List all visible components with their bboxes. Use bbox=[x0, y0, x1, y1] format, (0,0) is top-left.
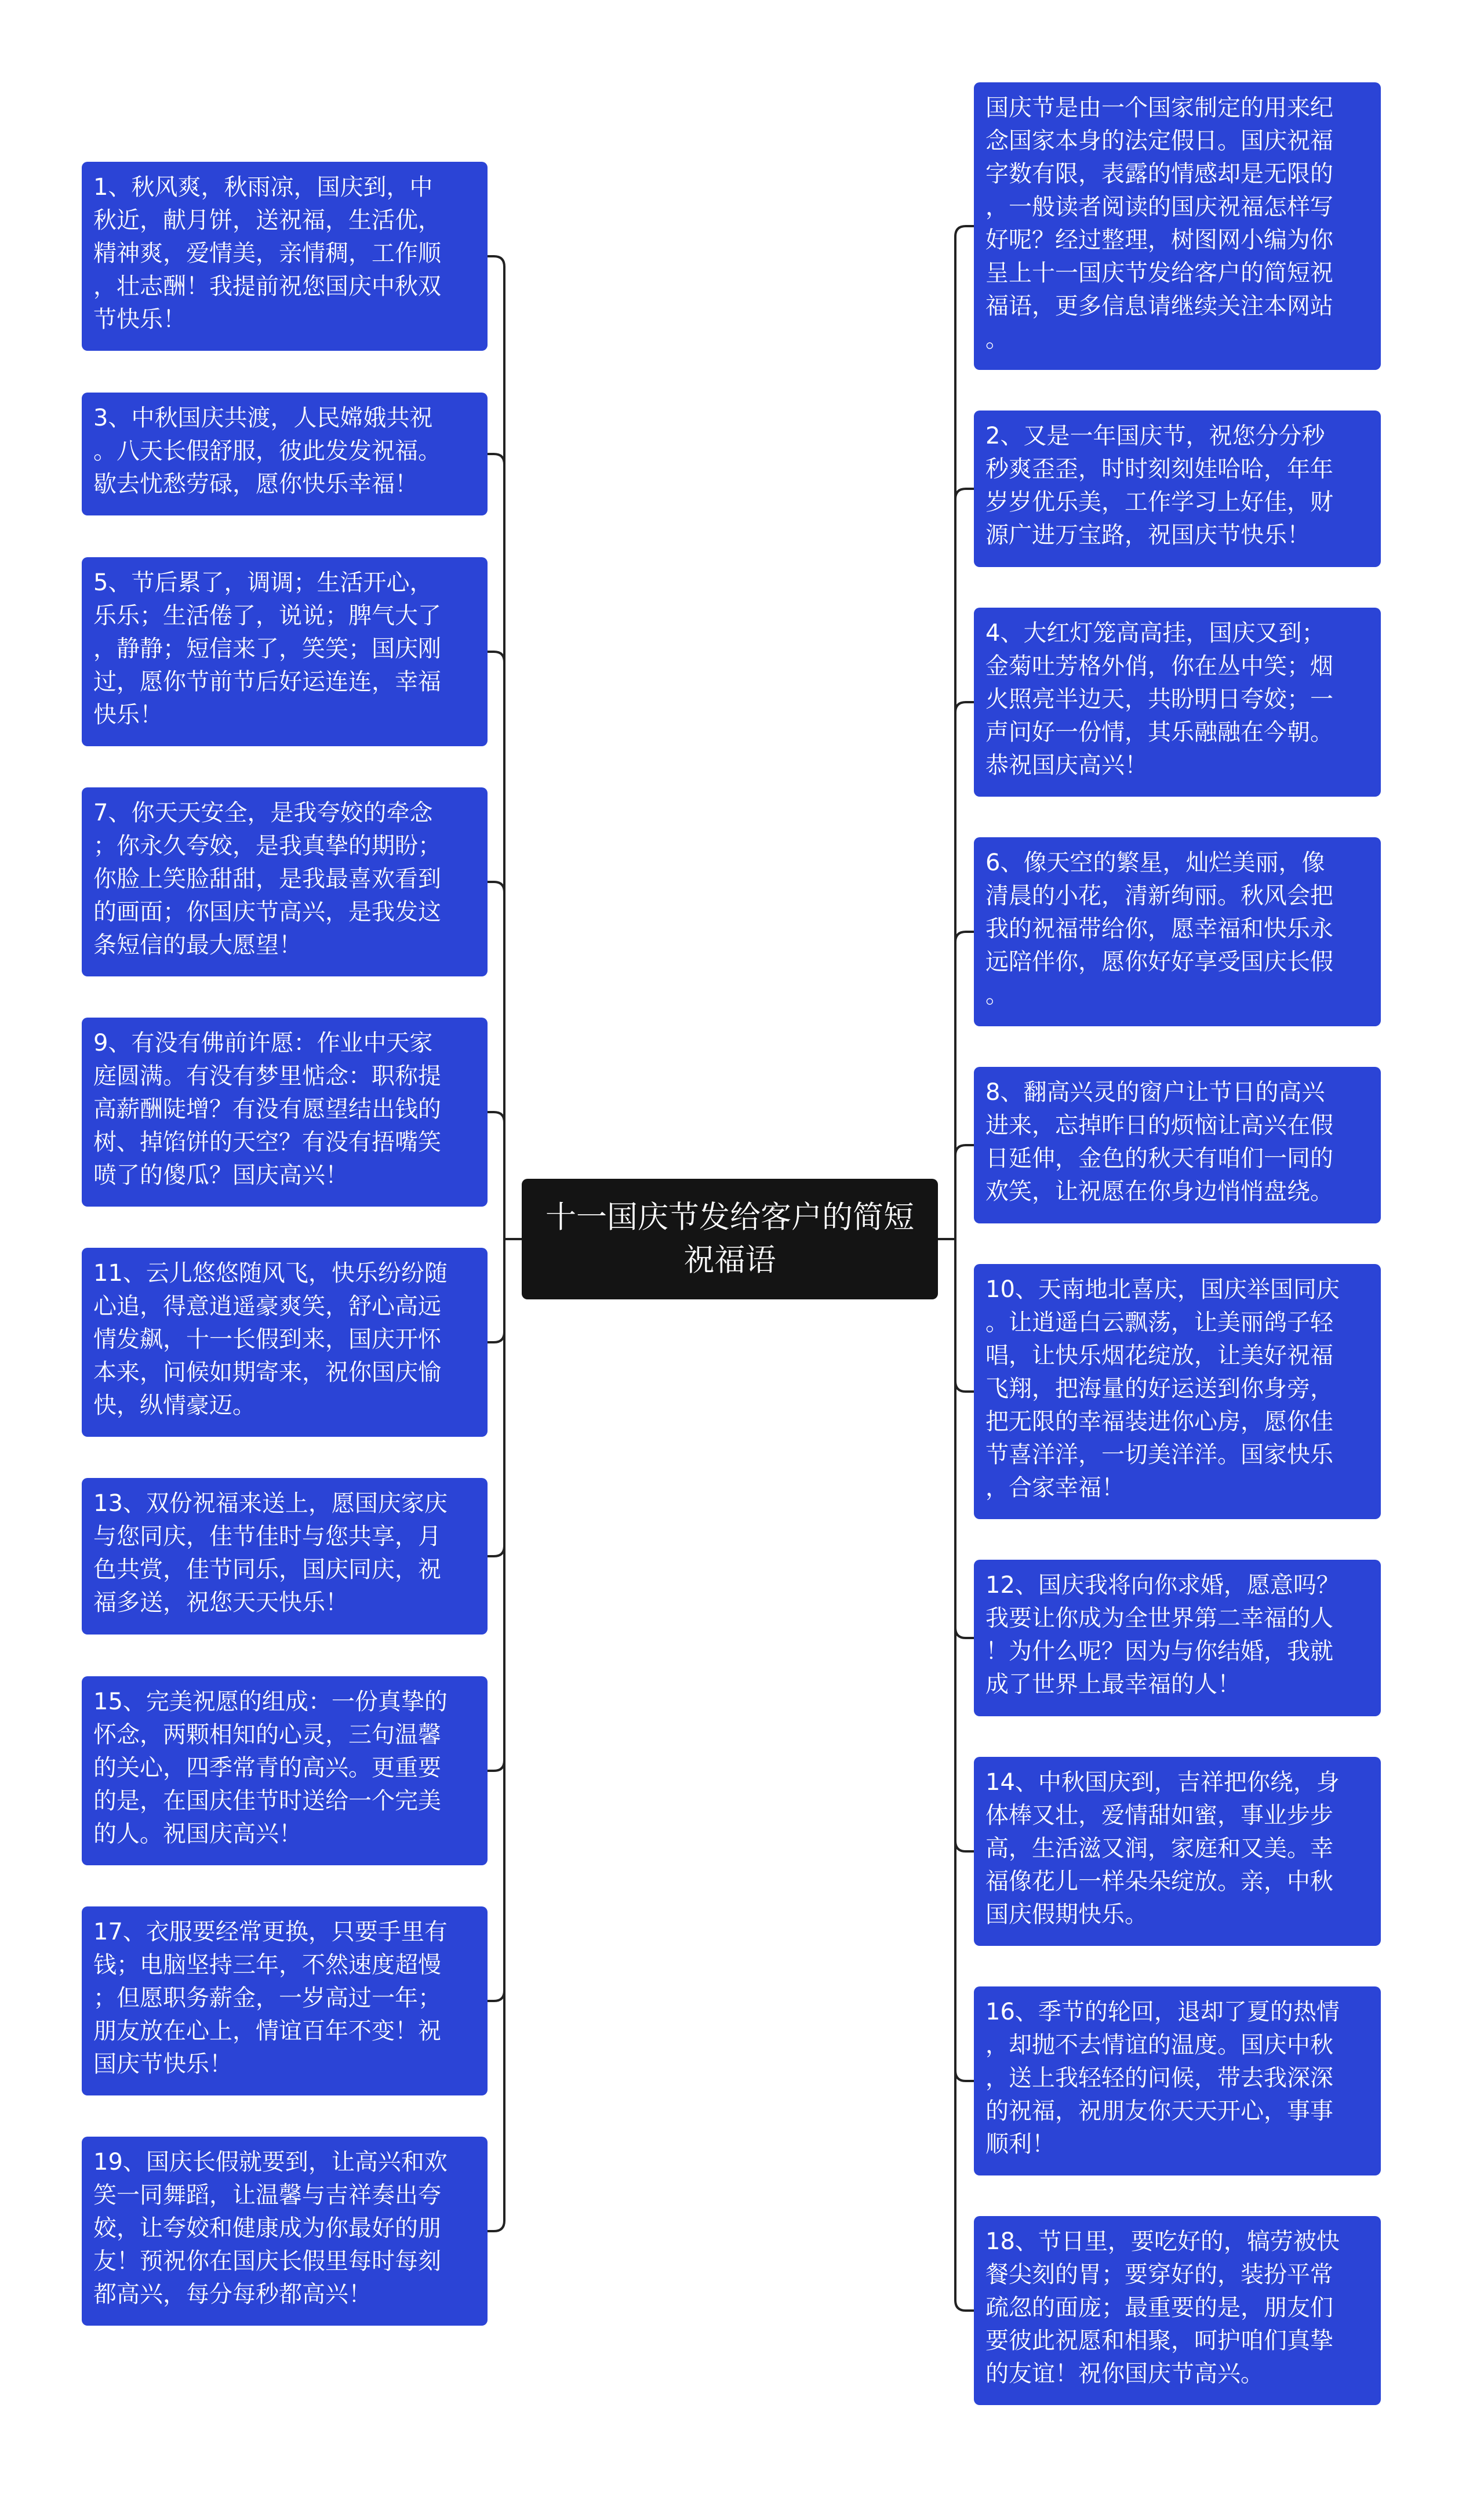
root-topic[interactable]: 十一国庆节发给客户的简短祝福语 bbox=[522, 1179, 938, 1299]
connector-left-node-13 bbox=[488, 1239, 504, 1556]
connector-left-node-1 bbox=[488, 256, 504, 1239]
connector-right-node-10 bbox=[955, 1239, 974, 1392]
connector-right-node-6 bbox=[955, 932, 974, 1239]
connector-left-node-17 bbox=[488, 1239, 504, 2001]
left-node-9[interactable]: 9、有没有佛前许愿：作业中天家 庭圆满。有没有梦里惦念：职称提 高薪酬陡增？有没有愿望结出钱的 树、掉馅饼的天空？有没有捂嘴笑 喷了的傻瓜？国庆高兴！ bbox=[82, 1018, 488, 1207]
connector-right-node-18 bbox=[955, 1239, 974, 2311]
connector-right-node-4 bbox=[955, 702, 974, 1239]
left-node-17[interactable]: 17、衣服要经常更换，只要手里有 钱；电脑坚持三年，不然速度超慢 ；但愿职务薪金，一岁高过一年； 朋友放在心上，情谊百年不变！祝 国庆节快乐！ bbox=[82, 1906, 488, 2095]
connector-left-node-3 bbox=[488, 454, 504, 1239]
connector-right-node-12 bbox=[955, 1239, 974, 1638]
right-node-14[interactable]: 14、中秋国庆到，吉祥把你绕，身 体棒又壮，爱情甜如蜜，事业步步 高，生活滋又润，家庭和又美。幸 福像花儿一样朵朵绽放。亲，中秋 国庆假期快乐。 bbox=[974, 1757, 1381, 1946]
left-node-5[interactable]: 5、节后累了，调调；生活开心， 乐乐；生活倦了，说说；脾气大了 ，静静；短信来了，笑笑；国庆刚 过，愿你节前节后好运连连，幸福 快乐！ bbox=[82, 557, 488, 746]
left-node-11[interactable]: 11、云儿悠悠随风飞，快乐纷纷随 心追，得意逍遥豪爽笑，舒心高远 情发飙，十一长假到来，国庆开怀 本来，问候如期寄来，祝你国庆愉 快，纵情豪迈。 bbox=[82, 1248, 488, 1437]
right-node-6[interactable]: 6、像天空的繁星，灿烂美丽，像 清晨的小花，清新绚丽。秋风会把 我的祝福带给你，愿幸福和快乐永 远陪伴你，愿你好好享受国庆长假 。 bbox=[974, 837, 1381, 1026]
connector-right-node-8 bbox=[955, 1145, 974, 1239]
connector-left-node-15 bbox=[488, 1239, 504, 1771]
connector-left-node-7 bbox=[488, 882, 504, 1239]
connector-left-node-19 bbox=[488, 1239, 504, 2231]
left-node-13[interactable]: 13、双份祝福来送上，愿国庆家庆 与您同庆，佳节佳时与您共享，月 色共赏，佳节同乐，国庆同庆，祝 福多送，祝您天天快乐！ bbox=[82, 1478, 488, 1635]
connector-left-node-11 bbox=[488, 1239, 504, 1342]
left-node-15[interactable]: 15、完美祝愿的组成：一份真挚的 怀念，两颗相知的心灵，三句温馨 的关心，四季常青的高兴。更重要 的是，在国庆佳节时送给一个完美 的人。祝国庆高兴！ bbox=[82, 1676, 488, 1865]
right-node-2[interactable]: 2、又是一年国庆节，祝您分分秒 秒爽歪歪，时时刻刻娃哈哈，年年 岁岁优乐美，工作学习上好佳，财 源广进万宝路，祝国庆节快乐！ bbox=[974, 411, 1381, 567]
connector-right-node-14 bbox=[955, 1239, 974, 1851]
left-node-19[interactable]: 19、国庆长假就要到，让高兴和欢 笑一同舞蹈，让温馨与吉祥奏出夸 姣，让夸姣和健康成为你最好的朋 友！预祝你在国庆长假里每时每刻 都高兴，每分每秒都高兴！ bbox=[82, 2137, 488, 2326]
connector-left-node-5 bbox=[488, 652, 504, 1239]
left-node-7[interactable]: 7、你天天安全，是我夸姣的牵念 ；你永久夸姣，是我真挚的期盼； 你脸上笑脸甜甜，是我最喜欢看到 的画面；你国庆节高兴，是我发这 条短信的最大愿望！ bbox=[82, 787, 488, 976]
left-node-1[interactable]: 1、秋风爽，秋雨凉，国庆到，中 秋近，献月饼，送祝福，生活优， 精神爽，爱情美，亲情稠，工作顺 ，壮志酬！我提前祝您国庆中秋双 节快乐！ bbox=[82, 162, 488, 351]
right-node-intro[interactable]: 国庆节是由一个国家制定的用来纪 念国家本身的法定假日。国庆祝福 字数有限，表露的情感却是无限的 ，一般读者阅读的国庆祝福怎样写 好呢？经过整理，树图网小编为你 呈上十一国庆节发给客户的简短祝 福语，更多信息请继续关注本网站 。 bbox=[974, 82, 1381, 370]
connector-right-node-2 bbox=[955, 489, 974, 1239]
right-node-12[interactable]: 12、国庆我将向你求婚，愿意吗？ 我要让你成为全世界第二幸福的人 ！为什么呢？因为与你结婚，我就 成了世界上最幸福的人！ bbox=[974, 1560, 1381, 1716]
connector-left-node-9 bbox=[488, 1112, 504, 1239]
connector-right-node-16 bbox=[955, 1239, 974, 2081]
right-node-8[interactable]: 8、翻高兴灵的窗户让节日的高兴 进来，忘掉昨日的烦恼让高兴在假 日延伸，金色的秋天有咱们一同的 欢笑，让祝愿在你身边悄悄盘绕。 bbox=[974, 1067, 1381, 1223]
right-node-18[interactable]: 18、节日里，要吃好的，犒劳被快 餐尖刻的胃；要穿好的，装扮平常 疏忽的面庞；最重要的是，朋友们 要彼此祝愿和相聚，呵护咱们真挚 的友谊！祝你国庆节高兴。 bbox=[974, 2216, 1381, 2405]
right-node-16[interactable]: 16、季节的轮回，退却了夏的热情 ，却抛不去情谊的温度。国庆中秋 ，送上我轻轻的问候，带去我深深 的祝福，祝朋友你天天开心，事事 顺利！ bbox=[974, 1986, 1381, 2175]
left-node-3[interactable]: 3、中秋国庆共渡，人民嫦娥共祝 。八天长假舒服，彼此发发祝福。 歇去忧愁劳碌，愿你快乐幸福！ bbox=[82, 393, 488, 515]
connector-right-node-intro bbox=[955, 226, 974, 1239]
right-node-10[interactable]: 10、天南地北喜庆，国庆举国同庆 。让逍遥白云飘荡，让美丽鸽子轻 唱，让快乐烟花绽放，让美好祝福 飞翔，把海量的好运送到你身旁， 把无限的幸福装进你心房，愿你佳 节喜洋洋，一切美洋洋。国家快乐 ，合家幸福！ bbox=[974, 1264, 1381, 1519]
right-node-4[interactable]: 4、大红灯笼高高挂，国庆又到； 金菊吐芳格外俏，你在丛中笑；烟 火照亮半边天，共盼明日夸姣；一 声问好一份情，其乐融融在今朝。 恭祝国庆高兴！ bbox=[974, 608, 1381, 797]
